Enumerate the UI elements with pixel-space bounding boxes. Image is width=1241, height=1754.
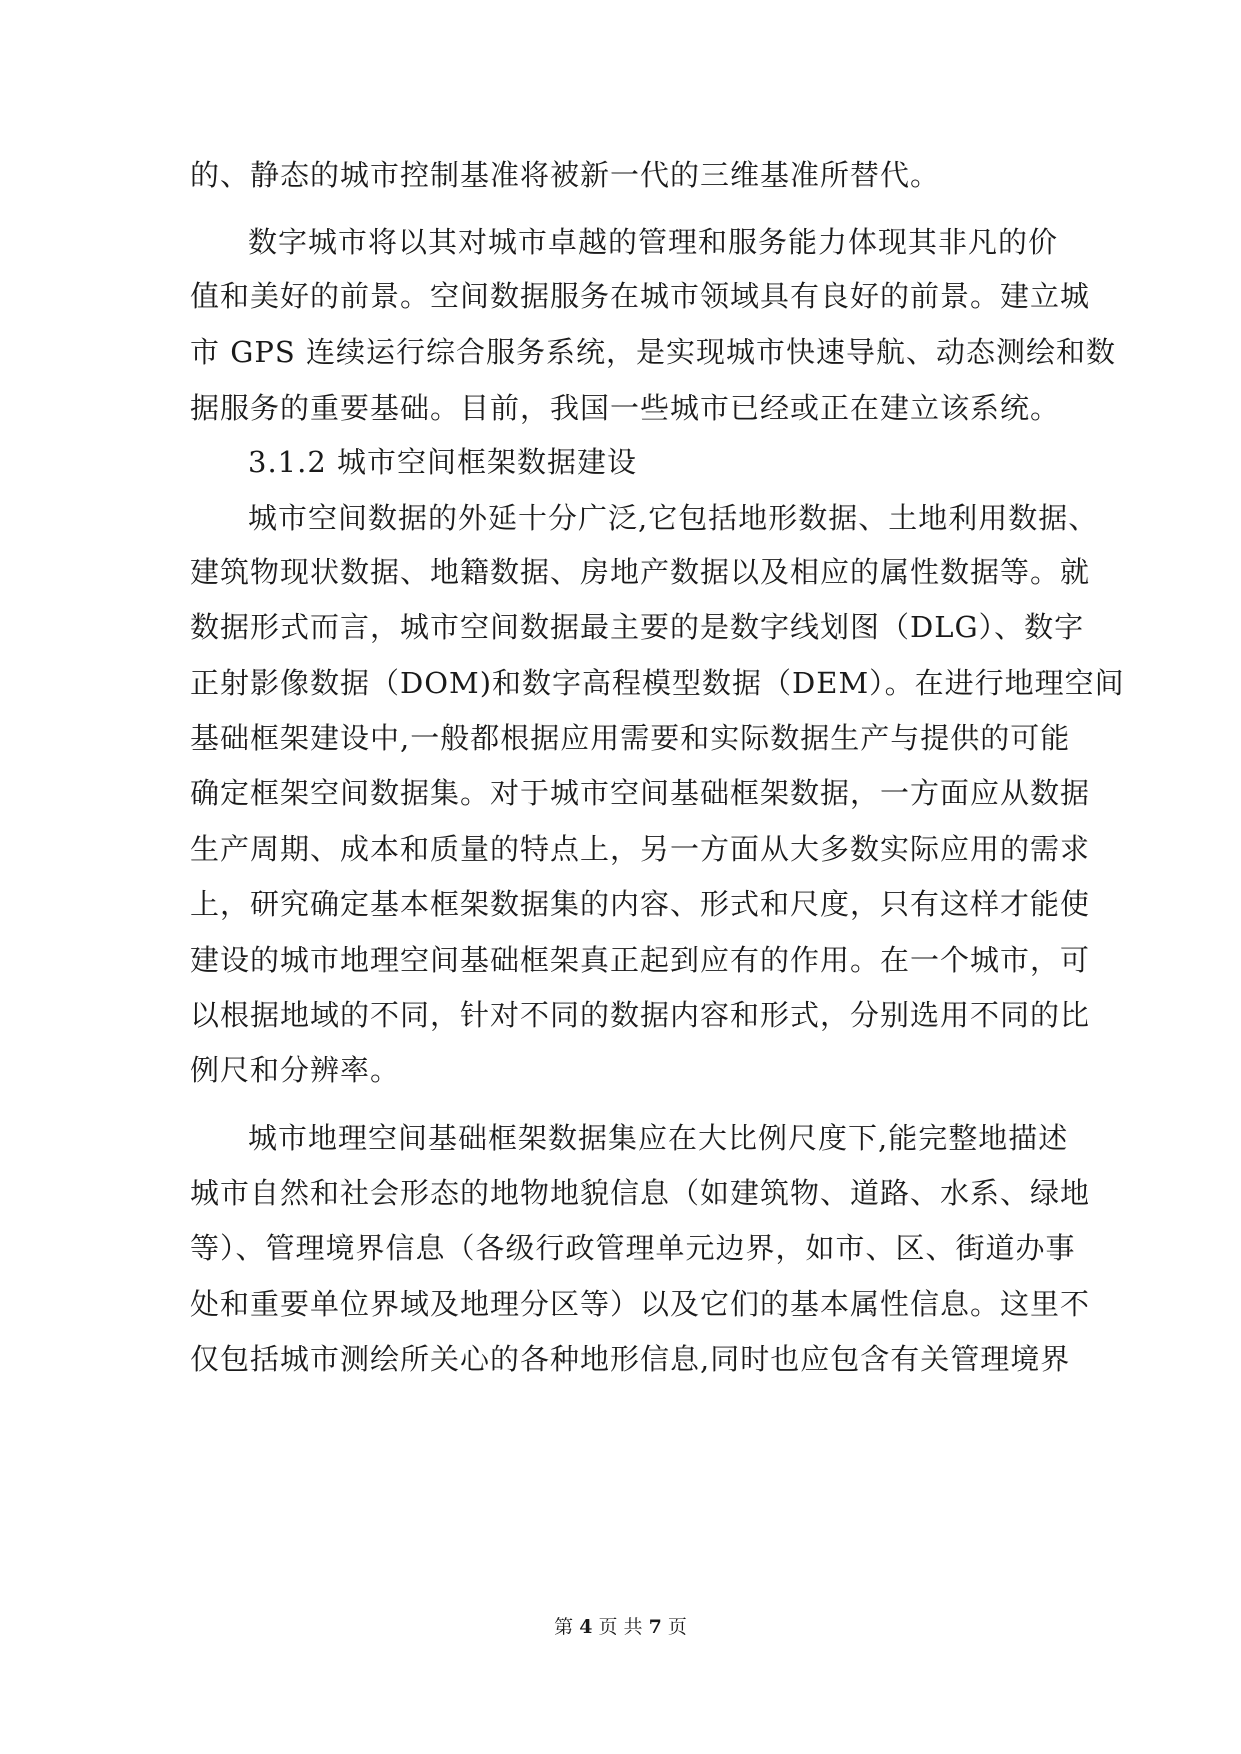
text-line: 市 GPS 连续运行综合服务系统，是实现城市快速导航、动态测绘和数 (190, 335, 1116, 369)
text-line: 以根据地域的不同，针对不同的数据内容和形式，分别选用不同的比 (190, 998, 1091, 1032)
text-line: 上，研究确定基本框架数据集的内容、形式和尺度，只有这样才能使 (190, 887, 1091, 921)
text-line: 基础框架建设中,一般都根据应用需要和实际数据生产与提供的可能 (190, 721, 1071, 755)
text-line: 城市自然和社会形态的地物地貌信息（如建筑物、道路、水系、绿地 (190, 1176, 1091, 1210)
text-line: 据服务的重要基础。目前，我国一些城市已经或正在建立该系统。 (190, 391, 1061, 425)
text-line: 值和美好的前景。空间数据服务在城市领域具有良好的前景。建立城 (190, 279, 1091, 313)
text-line: 城市空间数据的外延十分广泛,它包括地形数据、土地利用数据、 (248, 501, 1099, 535)
text-line: 正射影像数据（DOM)和数字高程模型数据（DEM）。在进行地理空间 (190, 666, 1125, 700)
text-line: 处和重要单位界域及地理分区等）以及它们的基本属性信息。这里不 (190, 1287, 1091, 1321)
total-page-number: 7 (648, 1616, 662, 1638)
section-heading: 3.1.2 城市空间框架数据建设 (248, 445, 638, 479)
text-line: 仅包括城市测绘所关心的各种地形信息,同时也应包含有关管理境界 (190, 1342, 1071, 1376)
footer-middle: 页 共 (598, 1616, 643, 1638)
current-page-number: 4 (579, 1616, 593, 1638)
footer-prefix: 第 (554, 1616, 574, 1638)
text-line: 数据形式而言，城市空间数据最主要的是数字线划图（DLG）、数字 (190, 610, 1085, 644)
footer-suffix: 页 (667, 1616, 687, 1638)
text-line: 建筑物现状数据、地籍数据、房地产数据以及相应的属性数据等。就 (190, 555, 1091, 589)
page-footer (0, 1614, 1241, 1640)
text-line: 的、静态的城市控制基准将被新一代的三维基准所替代。 (190, 158, 941, 192)
text-line: 数字城市将以其对城市卓越的管理和服务能力体现其非凡的价 (248, 225, 1059, 259)
text-line: 生产周期、成本和质量的特点上，另一方面从大多数实际应用的需求 (190, 832, 1091, 866)
text-line: 城市地理空间基础框架数据集应在大比例尺度下,能完整地描述 (248, 1121, 1069, 1155)
text-line: 建设的城市地理空间基础框架真正起到应有的作用。在一个城市，可 (190, 943, 1091, 977)
text-line: 等）、管理境界信息（各级行政管理单元边界，如市、区、街道办事 (190, 1231, 1076, 1265)
text-line: 例尺和分辨率。 (190, 1053, 401, 1087)
text-line: 确定框架空间数据集。对于城市空间基础框架数据，一方面应从数据 (190, 776, 1091, 810)
